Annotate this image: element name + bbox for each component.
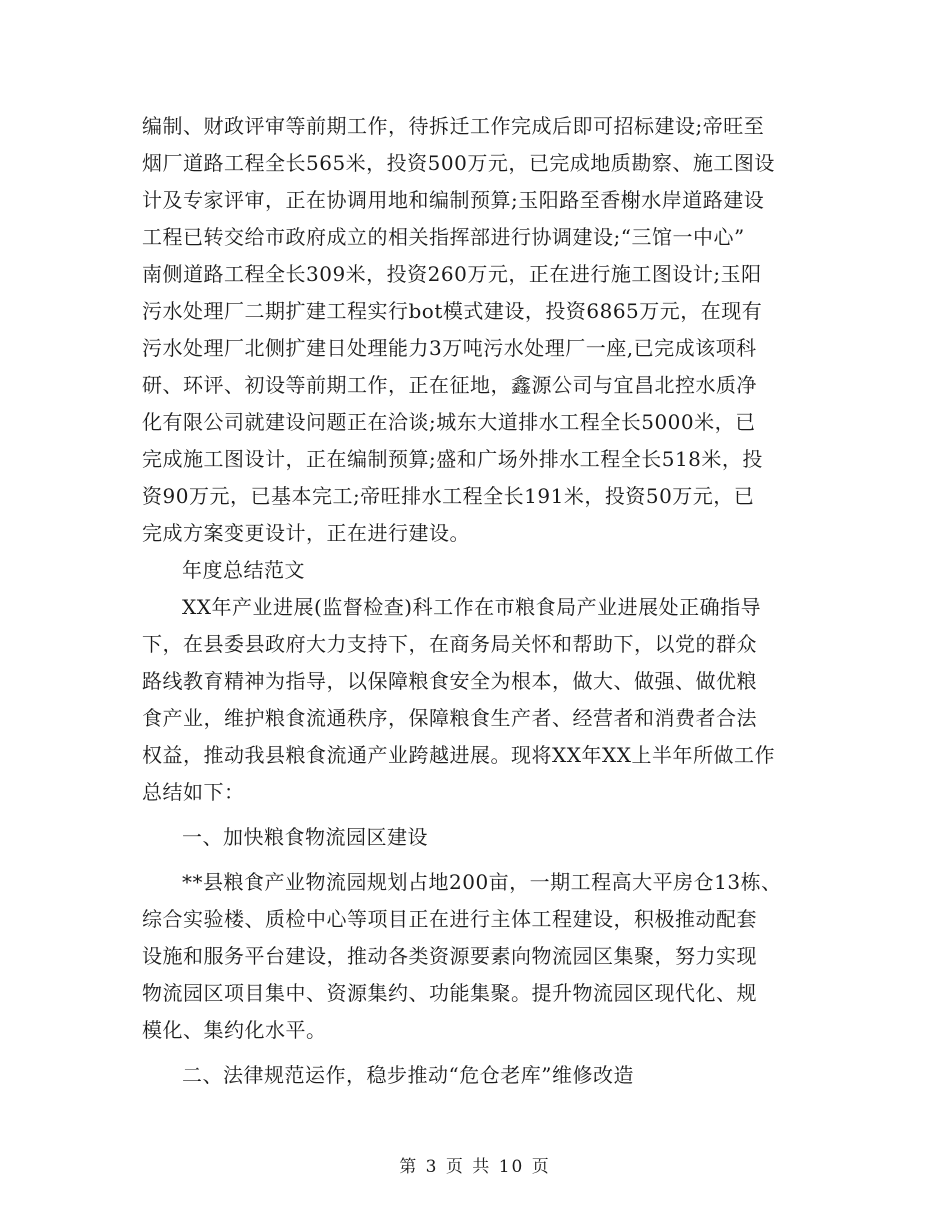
text-line: 完成施工图设计，正在编制预算;盛和广场外排水工程全长518米，投 [142,447,763,471]
text-line: 权益，推动我县粮食流通产业跨越进展。现将XX年XX上半年所做工作 [142,743,775,767]
paragraph-logistics-park [142,864,810,1049]
text-line: 南侧道路工程全长309米，投资260万元，正在进行施工图设计;玉阳 [142,262,762,286]
text-line: 模化、集约化水平。 [142,1018,327,1042]
spacer [142,1049,810,1057]
text-line: 食产业，维护粮食流通秩序，保障粮食生产者、经营者和消费者合法 [142,706,757,730]
text-line: 下，在县委县政府大力支持下，在商务局关怀和帮助下，以党的群众 [142,632,757,656]
text-line: 化有限公司就建设问题正在洽谈;城东大道排水工程全长5000米，已 [142,410,756,434]
section-title: 年度总结范文 [182,558,305,582]
text-line: XX年产业进展(监督检查)科工作在市粮食局产业进展处正确指导 [182,595,762,619]
text-line: 编制、财政评审等前期工作，待拆迁工作完成后即可招标建设;帝旺至 [142,114,765,138]
text-line: 物流园区项目集中、资源集约、功能集聚。提升物流园区现代化、规 [142,981,757,1005]
document-body [142,108,810,1094]
text-line: 总结如下： [142,780,245,804]
text-line: 污水处理厂北侧扩建日处理能力3万吨污水处理厂一座,已完成该项科 [142,336,757,360]
text-line: 研、环评、初设等前期工作，正在征地，鑫源公司与宜昌北控水质净 [142,373,757,397]
text-line: **县粮食产业物流园规划占地200亩，一期工程高大平房仓13栋、 [182,870,782,894]
paragraph-annual-summary [142,589,810,811]
text-line: 完成方案变更设计，正在进行建设。 [142,521,470,545]
page-number-footer: 第 3 页 共 10 页 [399,1157,551,1177]
text-line: 计及专家评审，正在协调用地和编制预算;玉阳路至香榭水岸道路建设 [142,188,765,212]
spacer [142,811,810,819]
heading-warehouse-renovation: 二、法律规范运作，稳步推动“危仓老库”维修改造 [182,1063,634,1087]
text-line: 资90万元，已基本完工;帝旺排水工程全长191米，投资50万元，已 [142,484,755,508]
spacer [142,856,810,864]
text-line: 烟厂道路工程全长565米，投资500万元，已完成地质勘察、施工图设 [142,151,775,175]
text-line: 综合实验楼、质检中心等项目正在进行主体工程建设，积极推动配套 [142,907,757,931]
text-line: 设施和服务平台建设，推动各类资源要素向物流园区集聚，努力实现 [142,944,757,968]
text-line: 工程已转交给市政府成立的相关指挥部进行协调建设;“三馆一中心” [142,225,745,249]
text-line: 路线教育精神为指导，以保障粮食安全为根本，做大、做强、做优粮 [142,669,757,693]
heading-logistics-park: 一、加快粮食物流园区建设 [182,825,428,849]
paragraph-road-works [142,108,810,552]
text-line: 污水处理厂二期扩建工程实行bot模式建设，投资6865万元，在现有 [142,299,763,323]
